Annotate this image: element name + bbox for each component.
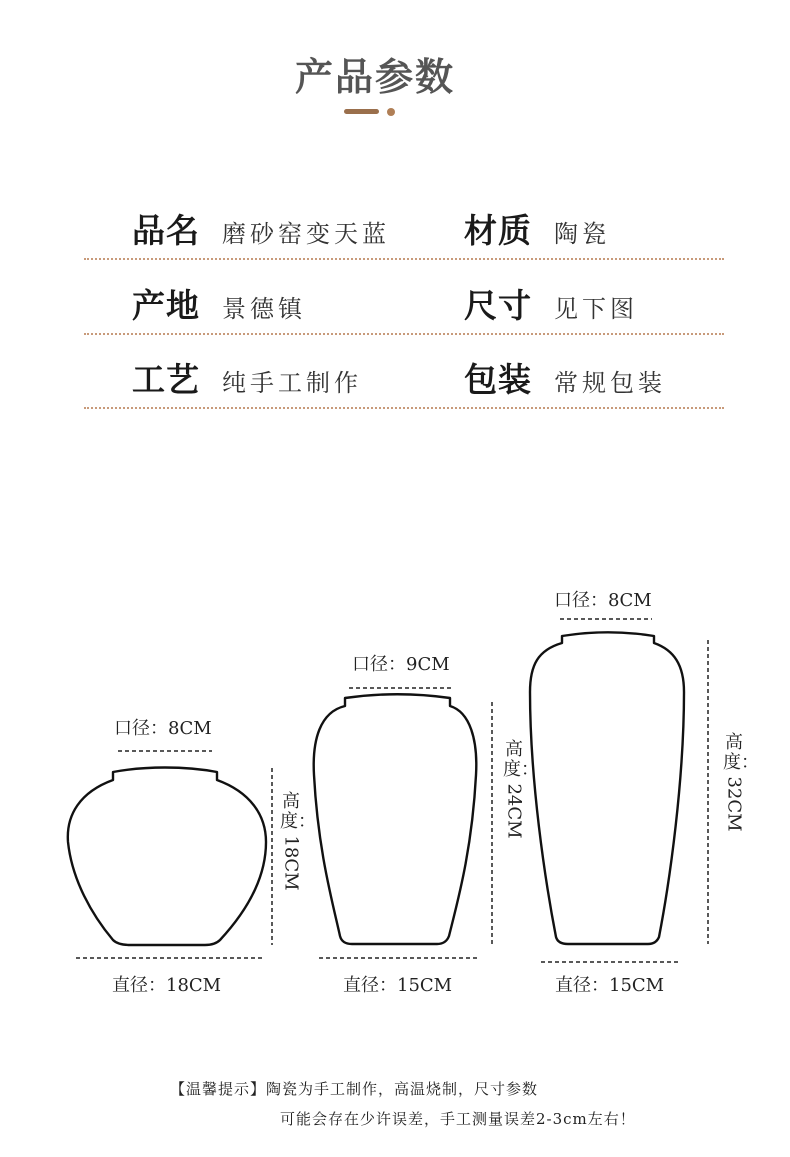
spec-value: 纯手工制作 bbox=[222, 369, 362, 397]
vase-outline-tall bbox=[530, 632, 684, 944]
spec-item-material bbox=[464, 205, 610, 252]
spec-item-name bbox=[132, 205, 390, 252]
spec-value: 陶瓷 bbox=[554, 220, 610, 248]
vase-height-caption: 高度： bbox=[280, 791, 316, 832]
vase-mouth-label: 口径：9CM bbox=[352, 654, 450, 675]
vase-height-caption: 高度： bbox=[723, 732, 759, 773]
page-title: 产品参数 bbox=[294, 55, 455, 99]
vase-diameter-label: 直径：15CM bbox=[343, 975, 453, 996]
spec-item-origin bbox=[132, 280, 306, 327]
spec-value: 磨砂窑变天蓝 bbox=[222, 220, 390, 248]
spec-row bbox=[84, 198, 724, 260]
vase-height-caption: 高度： bbox=[503, 739, 539, 780]
vase-outline-medium bbox=[314, 694, 477, 944]
spec-label: 品名 bbox=[132, 211, 200, 250]
vase-outline-small bbox=[68, 768, 266, 946]
title-underline-bar bbox=[344, 109, 379, 114]
spec-label: 尺寸 bbox=[464, 286, 532, 325]
spec-value: 见下图 bbox=[554, 295, 638, 323]
spec-item-size bbox=[464, 280, 638, 327]
vase-height-value: 18CM bbox=[281, 835, 303, 891]
spec-value: 景德镇 bbox=[222, 295, 306, 323]
title-decoration bbox=[344, 108, 404, 116]
note-line-1: 【温馨提示】陶瓷为手工制作，高温烧制，尺寸参数 bbox=[170, 1080, 539, 1098]
vase-height-label bbox=[503, 739, 539, 842]
vase-mouth-label: 口径：8CM bbox=[554, 590, 652, 611]
title-underline-dot bbox=[387, 108, 395, 116]
spec-value: 常规包装 bbox=[554, 369, 666, 397]
vase-diameter-label: 直径：15CM bbox=[555, 975, 665, 996]
spec-item-packaging bbox=[464, 354, 666, 401]
spec-label: 材质 bbox=[464, 211, 532, 250]
spec-row bbox=[84, 347, 724, 409]
spec-item-craft bbox=[132, 354, 362, 401]
vase-height-label bbox=[280, 791, 316, 894]
vase-height-value: 24CM bbox=[504, 783, 526, 839]
note-line-2: 可能会存在少许误差，手工测量误差2-3cm左右！ bbox=[280, 1110, 636, 1128]
spec-label: 包装 bbox=[464, 360, 532, 399]
spec-label: 工艺 bbox=[132, 360, 200, 399]
spec-label: 产地 bbox=[132, 286, 200, 325]
vase-height-label bbox=[723, 732, 759, 835]
vase-height-value: 32CM bbox=[724, 776, 746, 832]
vase-mouth-label: 口径：8CM bbox=[114, 718, 212, 739]
spec-row bbox=[84, 273, 724, 335]
vase-diagram bbox=[0, 560, 790, 980]
vase-diameter-label: 直径：18CM bbox=[112, 975, 222, 996]
